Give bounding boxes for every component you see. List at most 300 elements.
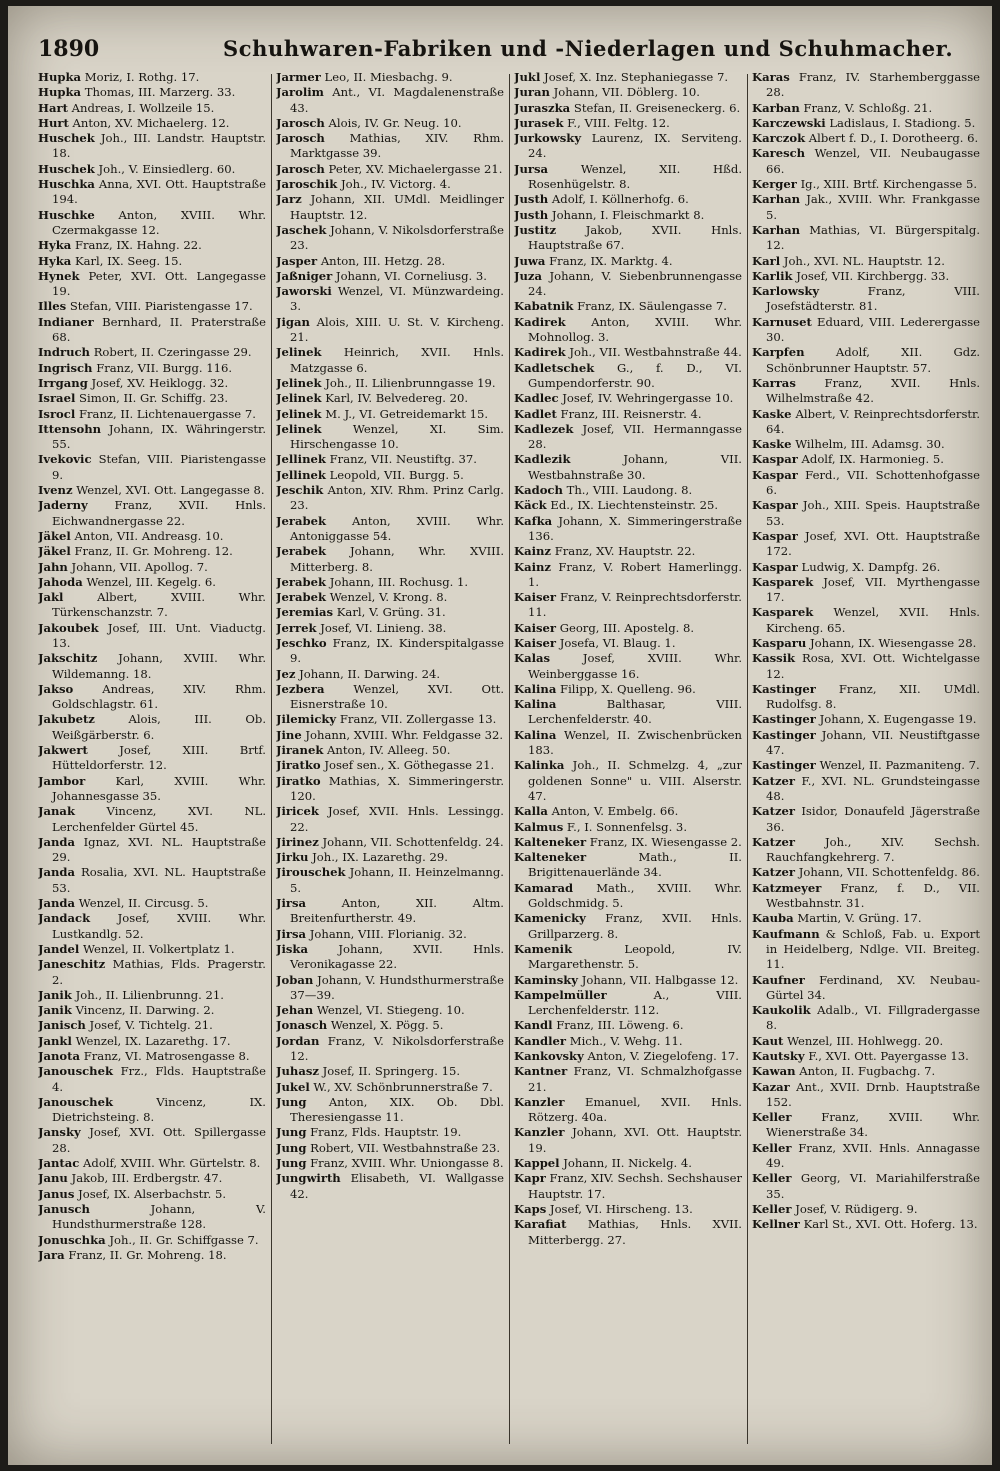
directory-entry <box>38 621 266 652</box>
directory-entry <box>276 896 504 927</box>
entry-surname: Ingrisch <box>38 360 93 375</box>
entry-surname: Kaske <box>752 437 792 452</box>
entry-surname: Janouschek <box>38 1094 114 1109</box>
entry-surname: Katzer <box>752 773 796 788</box>
directory-entry <box>514 70 742 85</box>
entry-details: Josef sen., X. Göthegasse 21. <box>324 758 495 773</box>
entry-details: Adolf, XII. Gdz. Schönbrunner Hauptstr. 57. <box>766 345 980 375</box>
entry-details: Franz, IX. Säulengasse 7. <box>577 299 727 314</box>
directory-entry <box>38 299 266 314</box>
directory-entry <box>752 1110 980 1141</box>
entry-details: Math., II. Brigittenauerlände 34. <box>528 850 742 880</box>
entry-details: F., I. Sonnenfelsg. 3. <box>566 819 687 834</box>
entry-details: Albert f. D., I. Dorotheerg. 6. <box>808 131 979 146</box>
entry-details: Franz, II. Gr. Mohreng. 12. <box>74 544 233 559</box>
directory-entry <box>752 651 980 682</box>
entry-surname: Jahn <box>38 559 68 574</box>
entry-details: Anton, XIX. Ob. Dbl. Theresiengasse 11. <box>290 1094 504 1125</box>
entry-details: Bernhard, II. Praterstraße 68. <box>52 314 266 345</box>
directory-entry <box>38 254 266 269</box>
entry-surname: Karlowsky <box>752 284 820 299</box>
entry-details: & Schloß, Fab. u. Export in Heidelberg, Ndlge. VII. Breiteg. 11. <box>766 926 980 972</box>
directory-entry <box>276 407 504 422</box>
entry-surname: Janik <box>38 1003 72 1018</box>
directory-entry <box>514 422 742 453</box>
directory-entry <box>38 774 266 805</box>
directory-entry <box>38 1248 266 1263</box>
entry-surname: Jurkowsky <box>514 131 582 146</box>
directory-entry <box>752 728 980 759</box>
entry-details: Franz, XVIII. Whr. Wienerstraße 34. <box>766 1110 980 1140</box>
entry-details: Elisabeth, VI. Wallgasse 42. <box>290 1171 504 1201</box>
entry-details: Joh., IX. Lazarethg. 29. <box>312 850 448 865</box>
entry-surname: Janisch <box>38 1018 86 1033</box>
entry-details: Georg, VI. Mariahilferstraße 35. <box>766 1171 980 1201</box>
directory-entry <box>514 315 742 346</box>
entry-surname: Hart <box>38 100 68 115</box>
directory-entry <box>38 804 266 835</box>
directory-entry <box>514 942 742 973</box>
entry-surname: Kautsky <box>752 1049 805 1063</box>
entry-surname: Juhasz <box>276 1064 319 1079</box>
entry-surname: Janak <box>38 804 75 819</box>
entry-details: Wenzel, XVI. Ott. Eisnerstraße 10. <box>290 681 504 712</box>
entry-details: Josefa, VI. Blaug. 1. <box>559 635 676 650</box>
directory-entry <box>38 1125 266 1156</box>
directory-entry <box>276 1034 504 1065</box>
directory-entry <box>752 468 980 499</box>
entry-details: Anton, XVIII. Whr. Antoniggasse 54. <box>290 513 504 543</box>
directory-entry <box>38 743 266 774</box>
directory-entry <box>514 835 742 850</box>
directory-entry <box>514 758 742 804</box>
directory-entry <box>752 345 980 376</box>
entry-surname: Kastinger <box>752 712 816 727</box>
entry-surname: Kasparek <box>752 605 814 620</box>
entry-details: Franz, XVII. Hnls. Annagasse 49. <box>766 1140 980 1171</box>
entry-details: Mathias, VI. Bürgerspitalg. 12. <box>766 222 980 253</box>
entry-details: Anton, XVIII. Whr. Mohnollog. 3. <box>528 314 742 345</box>
directory-entry <box>276 177 504 192</box>
directory-entry <box>514 391 742 406</box>
entry-details: Adolf, I. Köllnerhofg. 6. <box>551 192 689 207</box>
directory-entry <box>38 544 266 559</box>
entry-surname: Jarolim <box>276 85 324 100</box>
entry-details: Anton, XIV. Rhm. Prinz Carlg. 23. <box>290 483 504 513</box>
entry-surname: Jahoda <box>38 574 83 589</box>
entry-details: Josef, IX. Alserbachstr. 5. <box>78 1186 227 1201</box>
entry-surname: Kazar <box>752 1079 790 1094</box>
entry-surname: Kamenicky <box>514 911 586 926</box>
directory-entry <box>752 712 980 727</box>
entry-details: Wenzel, XVII. Hnls. Kircheng. 65. <box>766 605 980 635</box>
entry-surname: Jiricek <box>276 804 319 819</box>
directory-entry <box>752 1080 980 1111</box>
entry-details: Johann, I. Fleischmarkt 8. <box>551 207 705 222</box>
entry-surname: Hupka <box>38 70 82 84</box>
entry-surname: Kassik <box>752 651 796 666</box>
entry-details: Franz, VII. Neustiftg. 37. <box>329 452 477 467</box>
directory-entry <box>514 254 742 269</box>
directory-entry <box>38 1003 266 1018</box>
directory-entry <box>38 590 266 621</box>
directory-entry <box>514 1171 742 1202</box>
directory-entry <box>38 560 266 575</box>
directory-entry <box>276 1003 504 1018</box>
entry-surname: Jung <box>276 1140 307 1155</box>
entry-surname: Jeschik <box>276 483 324 498</box>
directory-entry <box>752 1049 980 1064</box>
entry-details: Wenzel, VI. Stiegeng. 10. <box>316 1003 465 1018</box>
entry-details: Isidor, Donaufeld Jägerstraße 36. <box>766 804 980 834</box>
entry-details: Balthasar, VIII. Lerchenfelderstr. 40. <box>528 697 742 727</box>
entry-details: Wenzel, IX. Lazarethg. 17. <box>75 1033 231 1048</box>
entry-details: Josef, XV. Heiklogg. 32. <box>91 375 229 390</box>
directory-entry <box>276 605 504 620</box>
directory-entry <box>514 911 742 942</box>
entry-surname: Jukl <box>514 70 541 84</box>
entry-details: Johann, II. Nickelg. 4. <box>563 1156 692 1171</box>
directory-entry <box>276 667 504 682</box>
directory-entry <box>514 407 742 422</box>
entry-details: Robert, VII. Westbahnstraße 23. <box>310 1140 501 1155</box>
directory-entry <box>752 116 980 131</box>
directory-entry <box>752 269 980 284</box>
directory-entry <box>514 1018 742 1033</box>
entry-surname: Janu <box>38 1171 68 1186</box>
entry-surname: Huschek <box>38 131 95 146</box>
entry-surname: Jakoubek <box>38 620 99 635</box>
entry-details: Alois, IV. Gr. Neug. 10. <box>328 115 462 130</box>
directory-entry <box>514 636 742 651</box>
entry-surname: Kauba <box>752 911 794 926</box>
directory-entry <box>38 1049 266 1064</box>
directory-entry <box>276 728 504 743</box>
entry-surname: Jung <box>276 1156 307 1171</box>
entry-surname: Jankl <box>38 1033 72 1048</box>
directory-entry <box>276 712 504 727</box>
entry-surname: Janouschek <box>38 1064 114 1079</box>
entry-details: Anton, XV. Michaelerg. 12. <box>72 115 230 130</box>
entry-details: Wenzel, XII. Hßd. Rosenhügelstr. 8. <box>528 161 742 192</box>
entry-details: Anton, III. Hetzg. 28. <box>320 253 446 268</box>
entry-surname: Katzer <box>752 865 796 880</box>
directory-entry <box>752 575 980 606</box>
entry-surname: Janda <box>38 865 76 880</box>
directory-entry <box>38 1187 266 1202</box>
directory-entry <box>38 896 266 911</box>
directory-entry <box>38 575 266 590</box>
directory-entry <box>752 452 980 467</box>
entry-surname: Kaukolik <box>752 1003 811 1018</box>
entry-surname: Justitz <box>514 222 557 237</box>
entry-details: Josef, X. Inz. Stephaniegasse 7. <box>544 70 729 84</box>
entry-details: G., f. D., VI. Gumpendorferstr. 90. <box>528 360 742 390</box>
directory-entry <box>276 850 504 865</box>
entry-surname: Illes <box>38 299 67 314</box>
entry-details: Laurenz, IX. Serviteng. 24. <box>528 131 742 161</box>
entry-surname: Kafka <box>514 513 553 528</box>
directory-entry <box>752 636 980 651</box>
directory-entry <box>514 804 742 819</box>
entry-details: Albert, V. Reinprechtsdorferstr. 64. <box>766 406 980 436</box>
entry-surname: Jez <box>276 666 296 681</box>
entry-surname: Keller <box>752 1140 792 1155</box>
entry-surname: Janik <box>38 987 72 1002</box>
directory-entry <box>38 101 266 116</box>
entry-details: Peter, XV. Michaelergasse 21. <box>328 161 503 176</box>
entry-surname: Huschke <box>38 207 95 222</box>
entry-surname: Jantac <box>38 1156 80 1171</box>
directory-entry <box>276 575 504 590</box>
directory-entry <box>276 590 504 605</box>
running-title: Schuhwaren-Fabriken und -Niederlagen und Schuhmacher. <box>223 36 954 61</box>
entry-details: Robert, II. Czeringasse 29. <box>93 345 252 360</box>
entry-surname: Jelinek <box>276 421 322 436</box>
entry-surname: Kastinger <box>752 681 816 696</box>
entry-surname: Juwa <box>514 253 546 268</box>
directory-entry <box>752 376 980 407</box>
entry-surname: Jakwert <box>38 743 88 758</box>
entry-surname: Karesch <box>752 146 806 161</box>
entry-details: Franz, VIII. Josefstädterstr. 81. <box>766 284 980 314</box>
directory-entry <box>752 407 980 438</box>
entry-details: Leo, II. Miesbachg. 9. <box>324 70 453 84</box>
directory-entry <box>752 758 980 773</box>
directory-entry <box>276 865 504 896</box>
entry-details: Anna, XVI. Ott. Hauptstraße 194. <box>52 177 266 207</box>
entry-details: Franz, XVII. Hnls. Wilhelmstraße 42. <box>766 375 980 406</box>
directory-entry <box>514 452 742 483</box>
entry-details: Joh., II. Lilienbrunngasse 19. <box>325 375 496 390</box>
entry-surname: Kaufner <box>752 972 805 987</box>
entry-surname: Hyka <box>38 238 72 253</box>
entry-surname: Karafiat <box>514 1217 567 1232</box>
directory-entry <box>276 269 504 284</box>
entry-surname: Jigan <box>276 314 310 329</box>
directory-entry <box>752 1217 980 1232</box>
directory-entry <box>276 1156 504 1171</box>
directory-entry <box>38 1156 266 1171</box>
entry-surname: Isrocl <box>38 406 76 421</box>
entry-details: Franz, II. Lichtenauergasse 7. <box>78 406 256 421</box>
directory-entry <box>276 223 504 254</box>
entry-details: Josef, VI. Linieng. 38. <box>320 620 447 635</box>
column-rule <box>509 74 510 1444</box>
entry-surname: Karhan <box>752 192 801 207</box>
entry-details: Adolf, IX. Harmonieg. 5. <box>801 452 944 467</box>
entry-details: Wenzel, VI. Münzwardeing. 3. <box>290 284 504 314</box>
directory-entry <box>752 254 980 269</box>
directory-entry <box>276 131 504 162</box>
entry-surname: Jerabek <box>276 544 326 559</box>
directory-entry <box>514 361 742 392</box>
directory-entry <box>514 560 742 591</box>
entry-details: Johann, XII. UMdl. Meidlinger Hauptstr. 12. <box>290 192 504 222</box>
entry-surname: Jirinez <box>276 834 319 849</box>
entry-details: F., XVI. Ott. Payergasse 13. <box>808 1049 969 1063</box>
entry-surname: Israel <box>38 391 76 406</box>
entry-details: Johann, VII. Halbgasse 12. <box>581 972 739 987</box>
entry-details: Franz, V. Nikolsdorferstraße 12. <box>290 1033 504 1063</box>
entry-details: Georg, III. Apostelg. 8. <box>559 620 695 635</box>
entry-surname: Jaworski <box>276 284 332 299</box>
entry-surname: Janda <box>38 896 76 911</box>
entry-surname: Juza <box>514 268 543 283</box>
entry-details: Franz, V. Reinprechtsdorferstr. 11. <box>528 590 742 620</box>
entry-surname: Jäkel <box>38 528 71 543</box>
entry-surname: Jine <box>276 727 302 742</box>
directory-entry <box>276 452 504 467</box>
directory-entry <box>752 223 980 254</box>
directory-entry <box>276 483 504 514</box>
directory-entry <box>38 1171 266 1186</box>
entry-details: Anton, XII. Altm. Breitenfurtherstr. 49. <box>290 896 504 926</box>
entry-surname: Kalteneker <box>514 834 587 849</box>
entry-surname: Kampelmüller <box>514 987 607 1002</box>
directory-entry <box>38 345 266 360</box>
entry-details: Mathias, Flds. Pragerstr. 2. <box>52 957 266 987</box>
entry-surname: Karhan <box>752 222 801 237</box>
entry-surname: Kankovsky <box>514 1049 584 1063</box>
entry-surname: Jiratko <box>276 758 321 773</box>
directory-entry <box>514 345 742 360</box>
entry-details: Johann, III. Rochusg. 1. <box>329 574 469 589</box>
entry-details: Karl, XVIII. Whr. Johannesgasse 35. <box>52 773 266 803</box>
directory-entry <box>276 468 504 483</box>
directory-entry <box>752 927 980 973</box>
directory-entry <box>276 1018 504 1033</box>
entry-surname: Jaschek <box>276 222 327 237</box>
directory-entry <box>514 85 742 100</box>
entry-surname: Jarz <box>276 192 302 207</box>
directory-entry <box>514 208 742 223</box>
entry-details: Th., VIII. Laudong. 8. <box>566 483 693 498</box>
entry-details: Joh., II. Schmelzg. 4, „zur goldenen Sonne" u. VIII. Alserstr. 47. <box>528 758 742 803</box>
entry-details: Wenzel, II. Volkertplatz 1. <box>83 941 235 956</box>
directory-entry <box>276 544 504 575</box>
entry-details: Wilhelm, III. Adamsg. 30. <box>795 437 945 452</box>
directory-entry <box>38 1064 266 1095</box>
entry-details: Josef, V. Rüdigerg. 9. <box>795 1201 918 1216</box>
directory-entry <box>276 70 504 85</box>
directory-entry <box>276 1080 504 1095</box>
directory-entry <box>38 942 266 957</box>
entry-details: Johann, VII. Neustiftgasse 47. <box>766 727 980 758</box>
entry-surname: Kadirek <box>514 345 566 360</box>
entry-surname: Kaspar <box>752 452 798 467</box>
entry-surname: Jerabek <box>276 513 326 528</box>
directory-entry <box>514 621 742 636</box>
entry-surname: Indruch <box>38 345 90 360</box>
entry-details: Johann, II. Darwing. 24. <box>299 666 441 681</box>
entry-surname: Kaspar <box>752 528 798 543</box>
entry-surname: Huschka <box>38 177 95 192</box>
entry-details: Johann, V. Siebenbrunnengasse 24. <box>528 268 742 299</box>
directory-entry <box>38 116 266 131</box>
column-4 <box>752 70 980 1460</box>
directory-entry <box>514 1202 742 1217</box>
directory-entry <box>276 376 504 391</box>
entry-surname: Karas <box>752 70 790 84</box>
directory-entry <box>752 1034 980 1049</box>
directory-entry <box>276 85 504 116</box>
entry-details: Stefan, VIII. Piaristengasse 17. <box>69 299 253 314</box>
entry-details: Josef, XVIII. Whr. Weinberggasse 16. <box>528 651 742 681</box>
entry-surname: Jaroschik <box>276 177 338 192</box>
directory-entry <box>752 865 980 880</box>
entry-surname: Ivenz <box>38 483 73 498</box>
entry-details: Leopold, VII. Burgg. 5. <box>329 467 464 482</box>
entry-surname: Janda <box>38 834 76 849</box>
directory-entry <box>752 498 980 529</box>
entry-details: Josef, VII. Kirchbergg. 33. <box>796 268 950 283</box>
entry-surname: Juraszka <box>514 100 571 115</box>
directory-entry <box>276 1064 504 1079</box>
directory-entry <box>276 1095 504 1126</box>
entry-surname: Kabatnik <box>514 299 574 314</box>
directory-entry <box>38 131 266 162</box>
entry-surname: Hupka <box>38 85 82 100</box>
directory-entry <box>514 651 742 682</box>
entry-surname: Jiranek <box>276 743 324 758</box>
entry-details: Frz., Flds. Hauptstraße 4. <box>52 1064 266 1094</box>
directory-entry <box>38 483 266 498</box>
entry-details: Franz, Flds. Hauptstr. 19. <box>310 1125 462 1140</box>
entry-details: Mathias, Hnls. XVII. Mitterbergg. 27. <box>528 1217 742 1247</box>
entry-details: Anton, II. Fugbachg. 7. <box>799 1064 936 1079</box>
directory-entry <box>752 192 980 223</box>
directory-entry <box>38 712 266 743</box>
entry-details: Johann, X. Eugengasse 19. <box>819 712 977 727</box>
entry-surname: Jandack <box>38 911 91 926</box>
entry-surname: Irrgang <box>38 375 88 390</box>
directory-entry <box>276 804 504 835</box>
entry-details: Wenzel, II. Pazmaniteng. 7. <box>819 758 980 773</box>
entry-details: Vincenz, IX. Dietrichsteing. 8. <box>52 1094 266 1125</box>
entry-details: Anton, V. Embelg. 66. <box>551 804 679 819</box>
entry-details: Johann, VI. Corneliusg. 3. <box>335 268 487 283</box>
entry-surname: Kadoch <box>514 483 563 498</box>
entry-details: Joh., II. Lilienbrunng. 21. <box>75 987 224 1002</box>
entry-details: Franz, XVII. Hnls. Eichwandnergasse 22. <box>52 498 266 528</box>
entry-details: Filipp, X. Quelleng. 96. <box>560 681 696 696</box>
entry-surname: Jakubetz <box>38 712 95 727</box>
directory-entry <box>276 1141 504 1156</box>
directory-entry <box>38 177 266 208</box>
directory-entry <box>38 529 266 544</box>
directory-entry <box>38 422 266 453</box>
directory-entry <box>752 131 980 146</box>
entry-surname: Karban <box>752 100 800 115</box>
entry-surname: Jirouschek <box>276 865 346 880</box>
entry-surname: Karczewski <box>752 115 826 130</box>
directory-entry <box>276 621 504 636</box>
directory-entry <box>514 881 742 912</box>
entry-details: Franz, V. Robert Hamerlingg. 1. <box>528 559 742 589</box>
entry-details: Franz, VI. Schmalzhofgasse 21. <box>528 1064 742 1094</box>
entry-surname: Ittensohn <box>38 421 102 436</box>
entry-surname: Kaps <box>514 1201 547 1216</box>
entry-details: Stefan, II. Greiseneckerg. 6. <box>573 100 741 115</box>
entry-surname: Jungwirth <box>276 1171 341 1186</box>
directory-entry <box>514 1034 742 1049</box>
entry-details: Josef, III. Unt. Viaductg. 13. <box>52 620 266 650</box>
entry-details: W., XV. Schönbrunnerstraße 7. <box>313 1079 493 1094</box>
entry-details: Wenzel, XI. Sim. Hirschengasse 10. <box>290 421 504 452</box>
entry-surname: Jelinek <box>276 406 322 421</box>
entry-surname: Kalina <box>514 697 557 712</box>
